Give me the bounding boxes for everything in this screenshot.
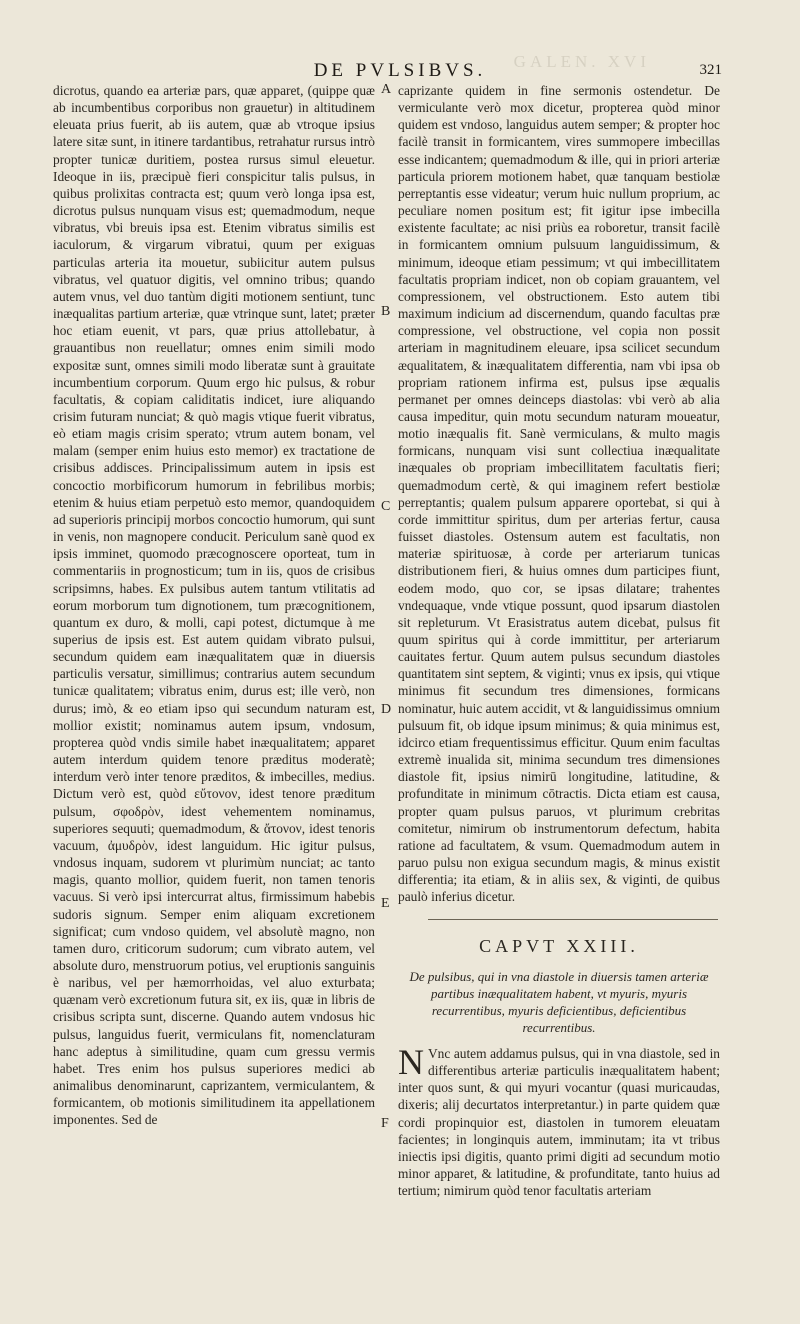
drop-capital: N [398,1042,424,1082]
margin-letter-d: D [381,702,392,717]
right-column-text: caprizante quidem in fine sermonis ostendetur. De vermiculante verò mox dicetur, propterea quòd minor quidem est vndoso, languidus autem semper; & propter hoc facilè transit in formicantem, vires summopere imbecillas esse indicantem; quemadmodum & ille, qui in priori arteriæ particula priorem motionem habet, quæ tanquam bestiolæ perreptantis esse videatur; verum huic nullum proprium, ac peculiare nomen positum est; fit igitur ipse imbecilla existente facultate; ac nisi priùs ea roboretur, transit facilè in formicantem omnium pulsuum languidissimum, & minimum, ideoque etiam pessimum; vt qui imbecillitatem facultatis propriam indicet, non ob copiam grauantem, vel compressionem, vel obstructionem. Esto autem tibi maximum indicium ad discernendum, quando facultas præ compressione, vel obstructione, vel copia non possit arteriam in magnitudinem eleuare, ipsa scilicet secundum æqualitatem, & inæqualitatem differentia, nam vbi ipsa ob propriam rationem infirma est, pulsus ipse æqualis permanet per omnes deinceps diastolas: vbi verò ab alia causa impeditur, quin motu secundum naturam moueatur, motio inæqualis fit. Sanè vermiculans, & multo magis formicans, nunquam visi sunt collectiua inæqualitate inæquales ob propriam imbecillitatem facultatis fieri; quemadmodum certè, & qui imaginem refert bestiolæ perreptantis; qualem pulsum apparere oportebat, si qui à corde immittitur spiritus, dum per arterias fertur, causa fuisset diastoles. Ostensum autem est facultatis, non materiæ spirituosæ, à corde per arteriarum tunicas distributionem fieri, & huius omnes dum participes fiunt, eodem modo, quo cor, se ipsas dilatare; trahentes vndequaque, vnde vtique possunt, quod ipsarum diastolen sit repleturum. Vt Erasistratus autem dicebat, pulsus fit quum spiritus qui à corde immittitur, per arteriarum cauitates fertur. Quum autem pulsus secundum diastoles quantitatem sint septem, & viginti; vnus ex ipsis, qui vtique minimus fit secundum tres dimensiones, formicans nominatur, huic autem accidit, vt & languidissimus omnium pulsuum fit, ob idque ipsum minimus; & quia minimus est, idcirco etiam frequentissimus efficitur. Quum enim facultas extremè inualida sit, minima secundum tres dimensiones diastole fit, ipsius nimirū longitudine, latitudine, & profunditate in minimum cōtractis. Dicta etiam est causa, propter quam pulsus paruos, vt plurimum crebritas comitetur, nimirum ob instrumentorum defectum, habita ratione ad facultatem, & vsum. Quemadmodum autem in paruo pulsu non exigua secundum magis, & minus existit differentia; ita etiam, & in aliis sex, & viginti, de quibus paulò inferius dicetur. [398,83,720,905]
chapter-heading: CAPVT XXIII. [479,936,639,956]
chapter-summary: De pulsibus, qui in vna diastole in diuersis tamen arteriæ partibus inæqualitatem habent, vt myuris, myuris recurrentibus, myuris deficientibus, deficientibus recurrentibus. [409,969,709,1035]
right-column [398,82,720,906]
margin-letter-f: F [381,1116,389,1131]
left-column-text: dicrotus, quando ea arteriæ pars, quæ apparet, (quippe quæ ab incumbentibus corporibus non grauetur) in altitudinem eleuata prius fuerit, ab iis autem, quæ ab vtroque ipsius latere sitæ sunt, in itinere tardantibus, retrahatur rursus intrò propter tunicæ duritiem, postea rursus simul eleuetur. Ideoque in iis, præcipuè fieri conspicitur talis pulsus, in quibus prolixitas contracta est; quum verò longa ipsa est, dicrotus pulsus nunquam visus est; quemadmodum, neque vibratus, vbi breuis ipsa est. Etenim vibratus similis est iaculorum, & virgarum vibratui, quum per exiguas particulas arteria ita mouetur, subiicitur autem pulsus vibratus, vel quatuor digitis, vel omnino tribus; quando autem vnus, vel duo tantùm digiti motionem sentiunt, tunc inæqualitas partium arteriæ, quæ vtrinque sunt, latet; præter hoc etiam euenit, vt pars, quæ prius attollebatur, à grauantibus non reuellatur; omnes enim simili modo expositæ sunt, omnes simili modo liberatæ sunt à grauitate incumbentium corporum. Quum ergo hic pulsus, & robur facultatis, & copiam caliditatis indicet, iure aliquando crisim futuram nunciat; & quò magis vtique fuerit vibratus, eò etiam magis crisim sperato; vtrum autem bonam, vel malam (semper enim huius esto memor) ex tractatione de crisibus addisces. Principalissimum autem in ipsis est concoctio morbificorum humorum in febrilibus morbis; etenim & huius etiam perpetuò esto memor, quandoquidem ad superioris principij morbos concoctio humorum, qui sunt in venis, non magnopere conducit. Periculum sanè quod ex ipsis imminet, quomodo præcognoscere oporteat, tum in commentariis in prognosticum; tum in iis, quos de crisibus scripsimns, habes. Ex pulsibus autem tantum vtilitatis ad eorum morborum tum dignotionem, tum præcognitionem, quantum ex duro, & molli, capi potest, dictumque à me superius de ipsis est. Est autem quidam vibrato pulsui, secundum quidem eam inæqualitatem quæ in diuersis particulis versatur, simillimus; contrarius autem secundum tunicæ qualitatem; vibratus enim, durus est; ille verò, non durus; imò, & eo etiam ipso qui secundum naturam est, mollior existit; nominamus autem ipsum, vndosum, propterea quòd vndis simile habet inæqualitatem; apparet autem interdum quidem tenore præditus moderatè; interdum verò inter tenore præditos, & imbecilles, medius. Dictum verò est, quòd εὔτονον, idest tenore præditum pulsum, σφοδρὸν, idest vehementem nominamus, superiores sequuti; quemadmodum, & ἄτονον, idest tenoris vacuum, ἀμυδρὸν, idest languidum. Hic igitur pulsus, vndosus inquam, sudorem vt plurimùm nunciat; ac tanto magis, quanto mollior, quidem fuerit, non tamen tenoris vacuus. Si verò ipsi intercurrat altus, firmissimum habebis sudoris signum. Semper enim aliquam excretionem significat; cum vndoso quidem, vel absolutè magno, non tamen duro, criticorum sudorum; cum vibrato autem, vel absolute duro, menstruorum potius, vel eruptionis sanguinis è naribus, vel per hæmorrhoidas, vel aluo exturbata; quænam verò excretionum futura sit, ex iis, quæ in libris de crisibus scripta sunt, discerne. Quando autem vndosus hic pulsus, languidus fuerit, vermiculans fit, nomenclaturam hanc adeptus à similitudine, quam cum gressu vermis habet. Tres enim hos pulsus superiores medici ab animalibus denominarunt, caprizantem, vermiculantem, & formicantem, ob motionis similitudinem ita appellationem imponentes. Sed de [53,83,375,1128]
left-column [53,82,375,1129]
margin-letter-a: A [381,82,392,97]
chapter-body-text: Vnc autem addamus pulsus, qui in vna diastole, sed in differentibus arteriæ particulis inæqualitatem habent; inter quos sunt, & qui myuri vocantur (quasi muricaudas, dixeris; alij decurtatos interpretantur.) in parte quidem quæ cordi propinquior est, diastolen in tumorem eleuatam facientes; in longinquis autem, imminutam; ita vt tribus iniectis ipsi digitis, quanto primi digiti ad secundum motio minor apparet, & latitudine, & profunditate, tanto huius ad tertium; nimirum quòd tenor facultatis arteriam [398,1046,720,1199]
chapter-divider-rule [428,919,718,920]
chapter-body [398,1042,720,1199]
margin-letter-b: B [381,304,391,319]
show-through-text: GALEN. XVI [513,52,650,71]
running-title: DE PVLSIBVS. [313,60,487,81]
page-number: 321 [699,62,722,78]
margin-letter-c: C [381,499,391,514]
margin-letter-e: E [381,896,390,911]
